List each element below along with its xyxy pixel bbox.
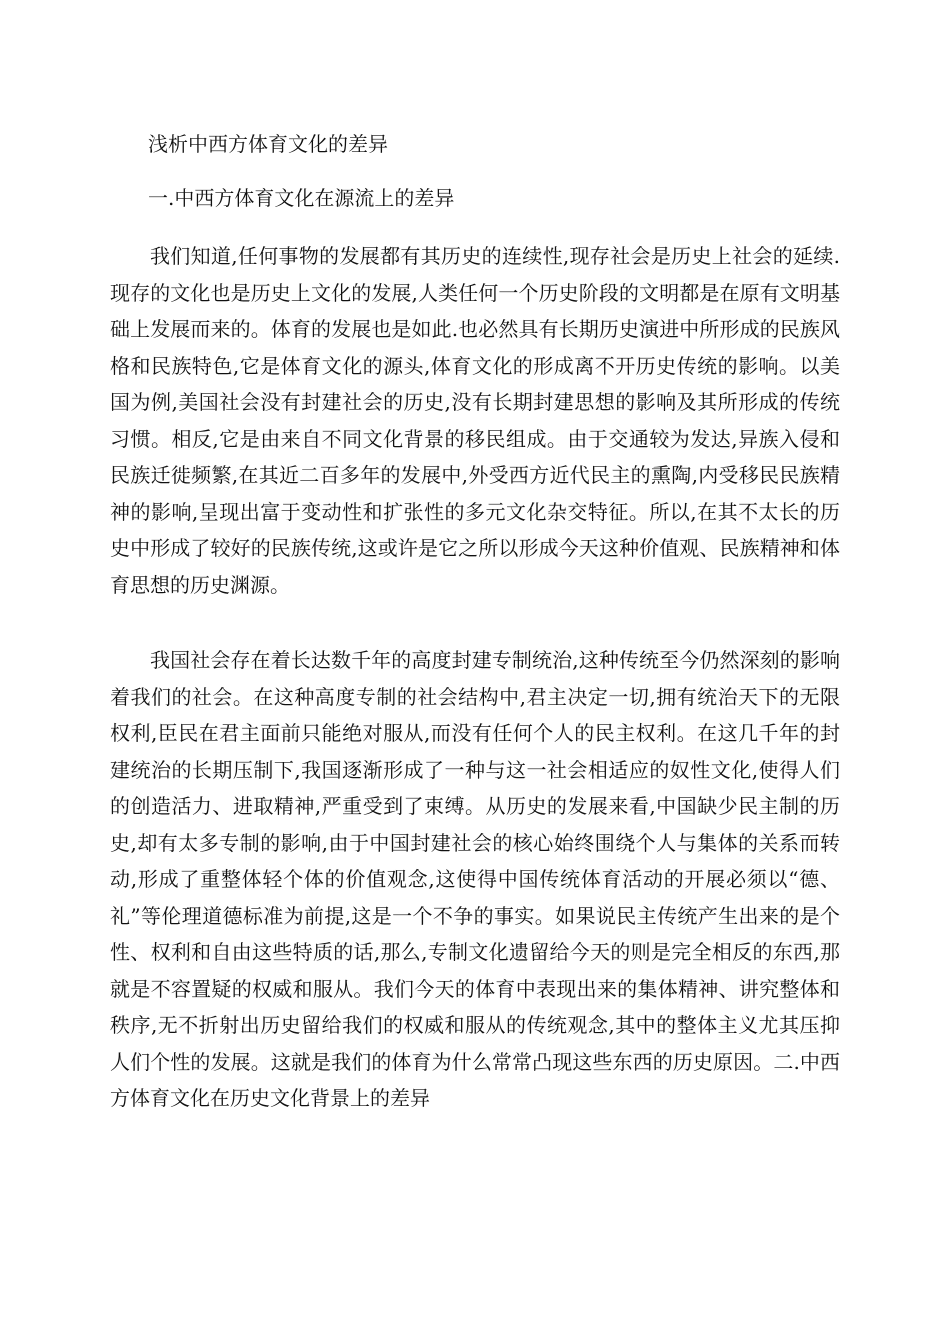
section-heading: 一.中西方体育文化在源流上的差异 — [148, 186, 455, 210]
document-title: 浅析中西方体育文化的差异 — [148, 132, 388, 156]
body-paragraph: 我们知道,任何事物的发展都有其历史的连续性,现存社会是历史上社会的延续.现存的文化也是历史上文化的发展,人类任何一个历史阶段的文明都是在原有文明基础上发展而来的。体育的发展也是如此.也必然具有长期历史演进中所形成的民族风格和民族特色,它是体育文化的源头,体育文化的形成离不开历史传统的影响。以美国为例,美国社会没有封建社会的历史,没有长期封建思想的影响及其所形成的传统习惯。相反,它是由来自不同文化背景的移民组成。由于交通较为发达,异族入侵和民族迁徙频繁,在其近二百多年的发展中,外受西方近代民主的熏陶,内受移民民族精神的影响,呈现出富于变动性和扩张性的多元文化杂交特征。所以,在其不太长的历史中形成了较好的民族传统,这或许是它之所以形成今天这种价值观、民族精神和体育思想的历史渊源。 — [110, 244, 840, 597]
body-paragraph: 我国社会存在着长达数千年的高度封建专制统治,这种传统至今仍然深刻的影响着我们的社会。在这种高度专制的社会结构中,君主决定一切,拥有统治天下的无限权利,臣民在君主面前只能绝对服从,而没有任何个人的民主权利。在这几千年的封建统治的长期压制下,我国逐渐形成了一种与这一社会相适应的奴性文化,使得人们的创造活力、进取精神,严重受到了束缚。从历史的发展来看,中国缺少民主制的历史,却有太多专制的影响,由于中国封建社会的核心始终围绕个人与集体的关系而转动,形成了重整体轻个体的价值观念,这使得中国传统体育活动的开展必须以“德、礼”等伦理道德标准为前提,这是一个不争的事实。如果说民主传统产生出来的是个性、权利和自由这些特质的话,那么,专制文化遗留给今天的则是完全相反的东西,那就是不容置疑的权威和服从。我们今天的体育中表现出来的集体精神、讲究整体和秩序,无不折射出历史留给我们的权威和服从的传统观念,其中的整体主义尤其压抑人们个性的发展。这就是我们的体育为什么常常凸现这些东西的历史原因。二.中西方体育文化在历史文化背景上的差异 — [110, 648, 840, 1110]
